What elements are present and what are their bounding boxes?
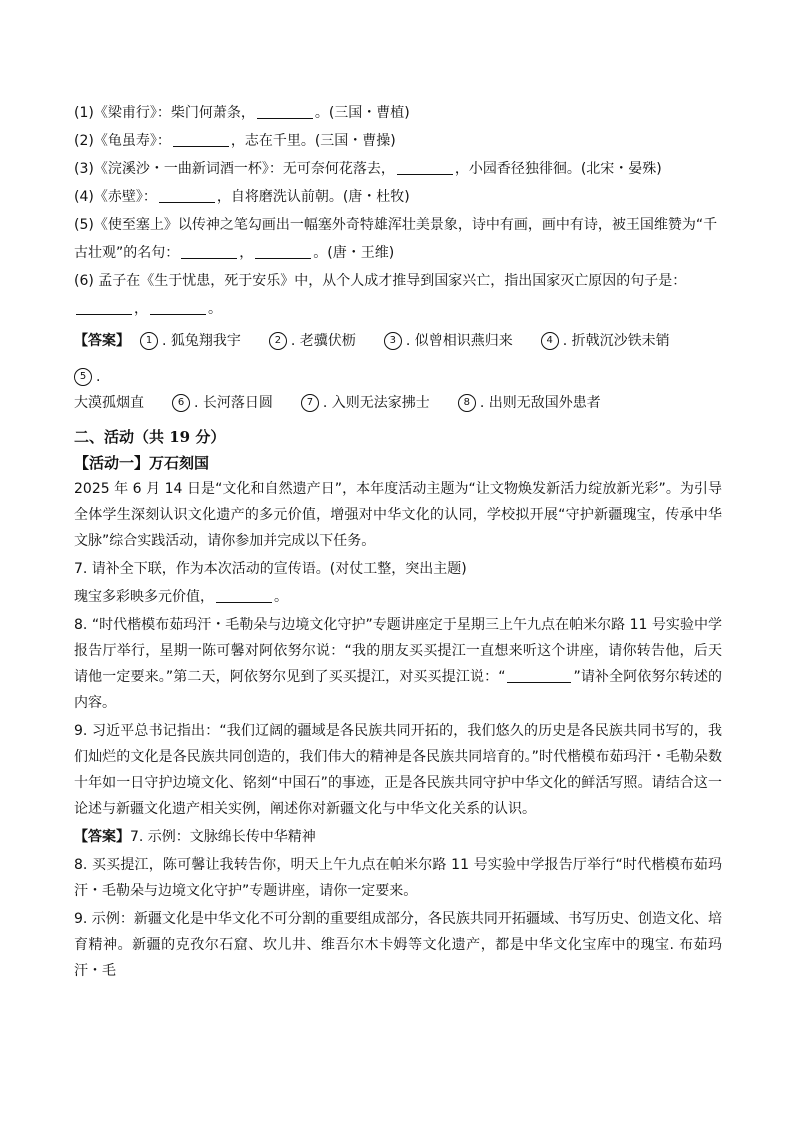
question-7-line	[74, 584, 722, 610]
answer-item	[172, 390, 273, 416]
answer-item	[301, 390, 430, 416]
answer-7: 7. 示例：文脉绵长传中华精神	[130, 829, 316, 845]
document-page	[74, 100, 722, 984]
circled-number: 5	[74, 368, 92, 386]
answer-blank[interactable]	[181, 244, 237, 259]
question-1	[74, 100, 722, 126]
period: 。	[274, 589, 288, 605]
answer-blank[interactable]	[507, 668, 571, 683]
answer-item	[541, 328, 670, 354]
answer-9: 9. 示例：新疆文化是中华文化不可分割的重要组成部分，各民族共同开拓疆域、书写历史、创造文化、培育精神。新疆的克孜尔石窟、坎儿井、维吾尔木卡姆等文化遗产，都是中华文化宝库中的瑰宝. 布茹玛汗・毛	[74, 911, 722, 979]
circled-number: 8	[458, 394, 476, 412]
answer-item	[384, 328, 513, 354]
circled-number: 3	[384, 332, 402, 350]
question-4-text: (4)《赤壁》：	[74, 189, 157, 205]
question-3	[74, 156, 722, 182]
question-2-source: ，志在千里。(三国・曹操)	[230, 133, 396, 149]
question-1-text: (1)《梁甫行》：柴门何萧条，	[74, 105, 255, 121]
answer-blank[interactable]	[397, 160, 453, 175]
answer-8: 8. 买买提江，陈可馨让我转告你，明天上午九点在帕米尔路 11 号实验中学报告厅举行“时代楷模布茹玛汗・毛勒朵与边境文化守护”专题讲座，请你一定要来。	[74, 857, 722, 899]
answer-item	[74, 364, 100, 390]
question-5-source: 。(唐・王维)	[313, 245, 395, 261]
comma: ，	[134, 301, 148, 317]
question-7: 7. 请补全下联，作为本次活动的宣传语。(对仗工整，突出主题)	[74, 561, 467, 577]
circled-number: 6	[172, 394, 190, 412]
answer-text: . 老骥伏枥	[290, 333, 356, 349]
question-3-source: ，小园香径独徘徊。(北宋・晏殊)	[454, 161, 662, 177]
answer-blank[interactable]	[159, 188, 215, 203]
question-8-tail: ”请补全阿依努尔转述的内容。	[74, 669, 722, 711]
question-5-line-2	[74, 240, 722, 266]
circled-number: 7	[301, 394, 319, 412]
question-3-text: (3)《浣溪沙・一曲新词酒一杯》：无可奈何花落去，	[74, 161, 395, 177]
question-6-line-1: (6) 孟子在《生于忧患，死于安乐》中，从个人成才推导到国家兴亡，指出国家灭亡原因的句子是：	[74, 273, 687, 289]
answer-block-1	[74, 328, 722, 390]
question-5-text: 古壮观”的名句：	[74, 245, 180, 261]
question-5	[74, 212, 722, 266]
answer-label: 【答案】	[74, 829, 130, 845]
answer-blank[interactable]	[76, 300, 132, 315]
answer-blank[interactable]	[255, 244, 311, 259]
intro-paragraph: 2025 年 6 月 14 日是“文化和自然遗产日”，本年度活动主题为“让文物焕发新活力绽放新光彩”。为引导全体学生深刻认识文化遗产的多元价值，增强对中华文化的认同，学校拟开展“守护新疆瑰宝，传承中华文脉”综合实践活动，请你参加并完成以下任务。	[74, 481, 722, 549]
circled-number: 2	[269, 332, 287, 350]
answer-blank[interactable]	[216, 588, 272, 603]
answer-text: . 狐兔翔我宇	[162, 333, 241, 349]
answer-block-1-cont	[74, 390, 722, 416]
question-2	[74, 128, 722, 154]
question-4-source: ，自将磨洗认前朝。(唐・杜牧)	[216, 189, 410, 205]
answer-label: 【答案】	[74, 333, 130, 349]
answer-text: . 长河落日圆	[194, 395, 273, 411]
couplet-upper: 瑰宝多彩映多元价值，	[74, 589, 214, 605]
question-8-text: 8. “时代楷模布茹玛汗・毛勒朵与边境文化守护”专题讲座定于星期三上午九点在帕米尔路 11 号实验中学报告厅举行，星期一陈可馨对阿依努尔说：“我的朋友买买提江一直想来听这个讲座，请你转告他，后天请他一定要来。”第二天，阿依努尔见到了买买提江，对买买提江说：“	[74, 617, 722, 685]
answer-blank[interactable]	[173, 132, 229, 147]
answer-item	[458, 390, 601, 416]
answer-text: . 似曾相识燕归来	[405, 333, 513, 349]
answer-text: . 折戟沉沙铁未销	[562, 333, 670, 349]
question-8	[74, 612, 722, 716]
answer-text: . 出则无敌国外患者	[479, 395, 601, 411]
answer-block-2	[74, 824, 722, 850]
answer-blank[interactable]	[257, 104, 313, 119]
period: 。	[208, 301, 222, 317]
comma: ，	[239, 245, 254, 261]
question-1-source: 。(三国・曹植)	[314, 105, 410, 121]
activity-title: 【活动一】万石刻国	[74, 454, 210, 472]
section-title: 二、活动（共 19 分）	[74, 428, 226, 446]
answer-item	[140, 328, 241, 354]
answer-text: .	[96, 369, 101, 385]
question-5-line-1: (5)《使至塞上》以传神之笔勾画出一幅塞外奇特雄浑壮美景象，诗中有画，画中有诗，被王国维赞为“千	[74, 217, 718, 233]
answer-text: . 入则无法家拂士	[322, 395, 430, 411]
question-9: 9. 习近平总书记指出：“我们辽阔的疆域是各民族共同开拓的，我们悠久的历史是各民族共同书写的，我们灿烂的文化是各民族共同创造的，我们伟大的精神是各民族共同培育的。”时代楷模布茹玛汗・毛勒朵数十年如一日守护边境文化、铭刻“中国石”的事迹，正是各民族共同守护中华文化的鲜活写照。请结合这一论述与新疆文化遗产相关实例，阐述你对新疆文化与中华文化关系的认识。	[74, 723, 722, 817]
circled-number: 1	[140, 332, 158, 350]
question-6	[74, 268, 722, 322]
answer-blank[interactable]	[150, 300, 206, 315]
question-6-line-2	[74, 296, 722, 322]
question-2-text: (2)《龟虽寿》：	[74, 133, 171, 149]
question-4	[74, 184, 722, 210]
circled-number: 4	[541, 332, 559, 350]
answer-text: 大漠孤烟直	[74, 395, 144, 411]
answer-item	[269, 328, 356, 354]
